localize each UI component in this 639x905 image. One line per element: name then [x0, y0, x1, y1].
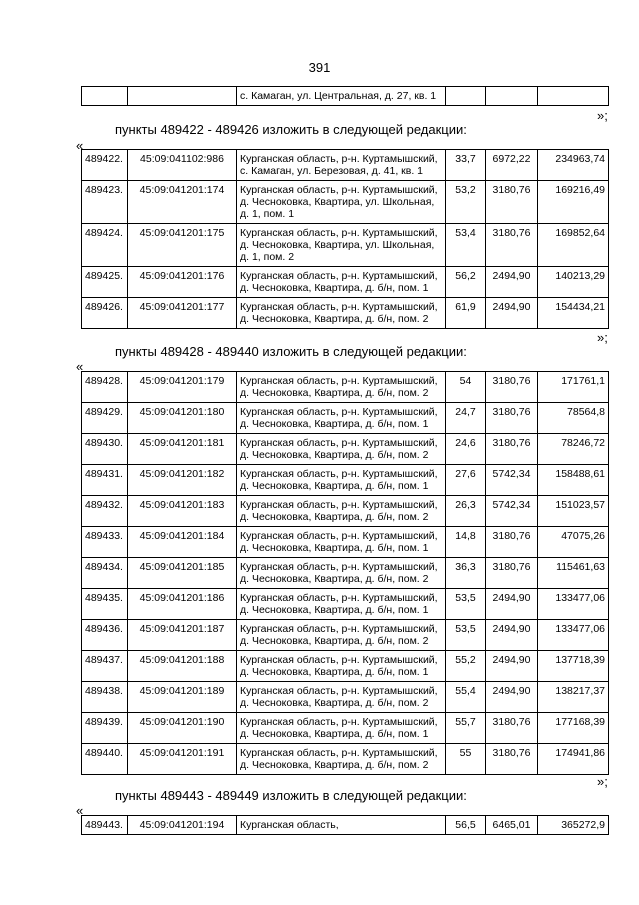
cell-cadastral: 45:09:041201:179	[128, 372, 237, 403]
cell-cost: 133477,06	[538, 620, 609, 651]
cell-area: 55,4	[446, 682, 486, 713]
cell-price: 2494,90	[486, 589, 538, 620]
cell-cadastral: 45:09:041201:175	[128, 224, 237, 267]
cell-address: Курганская область, р-н. Куртамышский, д. Чесноковка, Квартира, д. б/н, пом. 2	[237, 682, 446, 713]
cell-cost: 133477,06	[538, 589, 609, 620]
cell-number: 489429.	[82, 403, 128, 434]
closing-quote: »;	[597, 774, 608, 789]
cell-area: 24,6	[446, 434, 486, 465]
cell-price: 2494,90	[486, 267, 538, 298]
table-row	[82, 87, 609, 106]
cell-cost: 138217,37	[538, 682, 609, 713]
cell-price: 3180,76	[486, 744, 538, 775]
table-row	[82, 372, 609, 403]
cell-area	[446, 87, 486, 106]
cell-number: 489443.	[82, 816, 128, 835]
cell-address: Курганская область, р-н. Куртамышский, д. Чесноковка, Квартира, д. б/н, пом. 2	[237, 558, 446, 589]
cell-cost: 154434,21	[538, 298, 609, 329]
cell-address: Курганская область, р-н. Куртамышский, д. Чесноковка, Квартира, д. б/н, пом. 2	[237, 298, 446, 329]
cell-number: 489423.	[82, 181, 128, 224]
cell-cadastral: 45:09:041201:194	[128, 816, 237, 835]
cell-cost: 78246,72	[538, 434, 609, 465]
table-row	[82, 682, 609, 713]
table-row	[82, 713, 609, 744]
cell-address: Курганская область, р-н. Куртамышский, д. Чесноковка, Квартира, д. б/н, пом. 1	[237, 403, 446, 434]
cell-area: 14,8	[446, 527, 486, 558]
cell-address: Курганская область, р-н. Куртамышский, с. Камаган, ул. Березовая, д. 41, кв. 1	[237, 150, 446, 181]
cell-cadastral: 45:09:041201:191	[128, 744, 237, 775]
cell-area: 53,4	[446, 224, 486, 267]
opening-quote: «	[76, 359, 84, 374]
table-row	[82, 496, 609, 527]
cell-cost: 158488,61	[538, 465, 609, 496]
cell-price: 2494,90	[486, 298, 538, 329]
table-row	[82, 150, 609, 181]
cell-cadastral: 45:09:041201:183	[128, 496, 237, 527]
table-row	[82, 403, 609, 434]
cell-address: Курганская область, р-н. Куртамышский, д. Чесноковка, Квартира, ул. Школьная, д. 1, пом. 2	[237, 224, 446, 267]
cell-cadastral: 45:09:041201:190	[128, 713, 237, 744]
table-row	[82, 816, 609, 835]
cell-number: 489425.	[82, 267, 128, 298]
table-row	[82, 527, 609, 558]
cell-cost: 171761,1	[538, 372, 609, 403]
cell-number: 489426.	[82, 298, 128, 329]
cell-cadastral: 45:09:041102:986	[128, 150, 237, 181]
opening-quote: «	[76, 138, 84, 153]
cell-price: 3180,76	[486, 558, 538, 589]
cell-cadastral: 45:09:041201:174	[128, 181, 237, 224]
cell-cadastral: 45:09:041201:187	[128, 620, 237, 651]
cell-cadastral	[128, 87, 237, 106]
closing-quote: »;	[597, 108, 608, 123]
cell-area: 53,5	[446, 620, 486, 651]
cell-address: Курганская область, р-н. Куртамышский, д. Чесноковка, Квартира, д. б/н, пом. 2	[237, 372, 446, 403]
cell-number: 489431.	[82, 465, 128, 496]
cell-cost: 174941,86	[538, 744, 609, 775]
cell-area: 36,3	[446, 558, 486, 589]
cell-address: Курганская область, р-н. Куртамышский, д. Чесноковка, Квартира, д. б/н, пом. 2	[237, 620, 446, 651]
cell-address: Курганская область, р-н. Куртамышский, д. Чесноковка, Квартира, д. б/н, пом. 2	[237, 496, 446, 527]
cell-price: 3180,76	[486, 181, 538, 224]
cell-cost: 169852,64	[538, 224, 609, 267]
section-table	[81, 815, 609, 835]
cell-number: 489436.	[82, 620, 128, 651]
cell-number: 489439.	[82, 713, 128, 744]
cell-number: 489424.	[82, 224, 128, 267]
cell-cadastral: 45:09:041201:180	[128, 403, 237, 434]
cell-price: 2494,90	[486, 682, 538, 713]
cell-price: 3180,76	[486, 372, 538, 403]
section-instruction: пункты 489428 - 489440 изложить в следующей редакции:	[115, 344, 467, 359]
cell-price: 6465,01	[486, 816, 538, 835]
cell-number: 489438.	[82, 682, 128, 713]
section-table	[81, 149, 609, 329]
cell-price: 2494,90	[486, 620, 538, 651]
cell-cost	[538, 87, 609, 106]
cell-cadastral: 45:09:041201:185	[128, 558, 237, 589]
cell-cadastral: 45:09:041201:184	[128, 527, 237, 558]
cell-address: с. Камаган, ул. Центральная, д. 27, кв. 1	[237, 87, 446, 106]
cell-area: 26,3	[446, 496, 486, 527]
cell-area: 33,7	[446, 150, 486, 181]
cell-price: 5742,34	[486, 496, 538, 527]
cell-price: 3180,76	[486, 224, 538, 267]
cell-number: 489430.	[82, 434, 128, 465]
cell-number: 489422.	[82, 150, 128, 181]
closing-quote: »;	[597, 330, 608, 345]
cell-price: 2494,90	[486, 651, 538, 682]
cell-address: Курганская область, р-н. Куртамышский, д. Чесноковка, Квартира, д. б/н, пом. 1	[237, 465, 446, 496]
cell-cost: 140213,29	[538, 267, 609, 298]
cell-area: 53,5	[446, 589, 486, 620]
table-row	[82, 434, 609, 465]
cell-area: 56,2	[446, 267, 486, 298]
cell-area: 56,5	[446, 816, 486, 835]
cell-cadastral: 45:09:041201:177	[128, 298, 237, 329]
cell-cadastral: 45:09:041201:182	[128, 465, 237, 496]
cell-address: Курганская область, р-н. Куртамышский, д. Чесноковка, Квартира, д. б/н, пом. 1	[237, 713, 446, 744]
page-number: 391	[308, 60, 331, 75]
cell-number: 489440.	[82, 744, 128, 775]
cell-address: Курганская область, р-н. Куртамышский, д. Чесноковка, Квартира, ул. Школьная, д. 1, пом. 1	[237, 181, 446, 224]
cell-cost: 115461,63	[538, 558, 609, 589]
cell-cost: 78564,8	[538, 403, 609, 434]
cell-number: 489435.	[82, 589, 128, 620]
table-row	[82, 267, 609, 298]
section-table	[81, 371, 609, 775]
cell-cost: 169216,49	[538, 181, 609, 224]
cell-cadastral: 45:09:041201:186	[128, 589, 237, 620]
cell-price: 3180,76	[486, 403, 538, 434]
cell-cost: 47075,26	[538, 527, 609, 558]
section-instruction: пункты 489443 - 489449 изложить в следующей редакции:	[115, 788, 467, 803]
cell-number: 489434.	[82, 558, 128, 589]
cell-number	[82, 87, 128, 106]
cell-cost: 234963,74	[538, 150, 609, 181]
cell-cadastral: 45:09:041201:189	[128, 682, 237, 713]
opening-quote: «	[76, 803, 84, 818]
cell-address: Курганская область, р-н. Куртамышский, д. Чесноковка, Квартира, д. б/н, пом. 1	[237, 267, 446, 298]
cell-area: 55,2	[446, 651, 486, 682]
cell-area: 27,6	[446, 465, 486, 496]
table-row	[82, 651, 609, 682]
cell-area: 24,7	[446, 403, 486, 434]
cell-address: Курганская область, р-н. Куртамышский, д. Чесноковка, Квартира, д. б/н, пом. 1	[237, 527, 446, 558]
cell-cadastral: 45:09:041201:188	[128, 651, 237, 682]
cell-number: 489433.	[82, 527, 128, 558]
table-row	[82, 620, 609, 651]
cell-price: 5742,34	[486, 465, 538, 496]
cell-number: 489428.	[82, 372, 128, 403]
table-row	[82, 589, 609, 620]
cell-area: 53,2	[446, 181, 486, 224]
section-instruction: пункты 489422 - 489426 изложить в следующей редакции:	[115, 122, 467, 137]
cell-price: 3180,76	[486, 527, 538, 558]
cell-cost: 137718,39	[538, 651, 609, 682]
cell-cadastral: 45:09:041201:181	[128, 434, 237, 465]
table-row	[82, 298, 609, 329]
cell-price: 3180,76	[486, 434, 538, 465]
cell-address: Курганская область, р-н. Куртамышский, д. Чесноковка, Квартира, д. б/н, пом. 1	[237, 651, 446, 682]
cell-cost: 365272,9	[538, 816, 609, 835]
cell-price: 6972,22	[486, 150, 538, 181]
cell-area: 54	[446, 372, 486, 403]
table-row	[82, 465, 609, 496]
cell-area: 55,7	[446, 713, 486, 744]
cell-address: Курганская область, р-н. Куртамышский, д. Чесноковка, Квартира, д. б/н, пом. 1	[237, 589, 446, 620]
cell-price	[486, 87, 538, 106]
cell-price: 3180,76	[486, 713, 538, 744]
cell-number: 489437.	[82, 651, 128, 682]
cell-address: Курганская область,	[237, 816, 446, 835]
cell-cost: 151023,57	[538, 496, 609, 527]
cell-number: 489432.	[82, 496, 128, 527]
table-row	[82, 558, 609, 589]
cell-cost: 177168,39	[538, 713, 609, 744]
cell-cadastral: 45:09:041201:176	[128, 267, 237, 298]
table-row	[82, 224, 609, 267]
table-row	[82, 744, 609, 775]
cell-address: Курганская область, р-н. Куртамышский, д. Чесноковка, Квартира, д. б/н, пом. 2	[237, 744, 446, 775]
cell-area: 55	[446, 744, 486, 775]
continuation-table	[81, 86, 609, 106]
table-row	[82, 181, 609, 224]
cell-address: Курганская область, р-н. Куртамышский, д. Чесноковка, Квартира, д. б/н, пом. 2	[237, 434, 446, 465]
cell-area: 61,9	[446, 298, 486, 329]
